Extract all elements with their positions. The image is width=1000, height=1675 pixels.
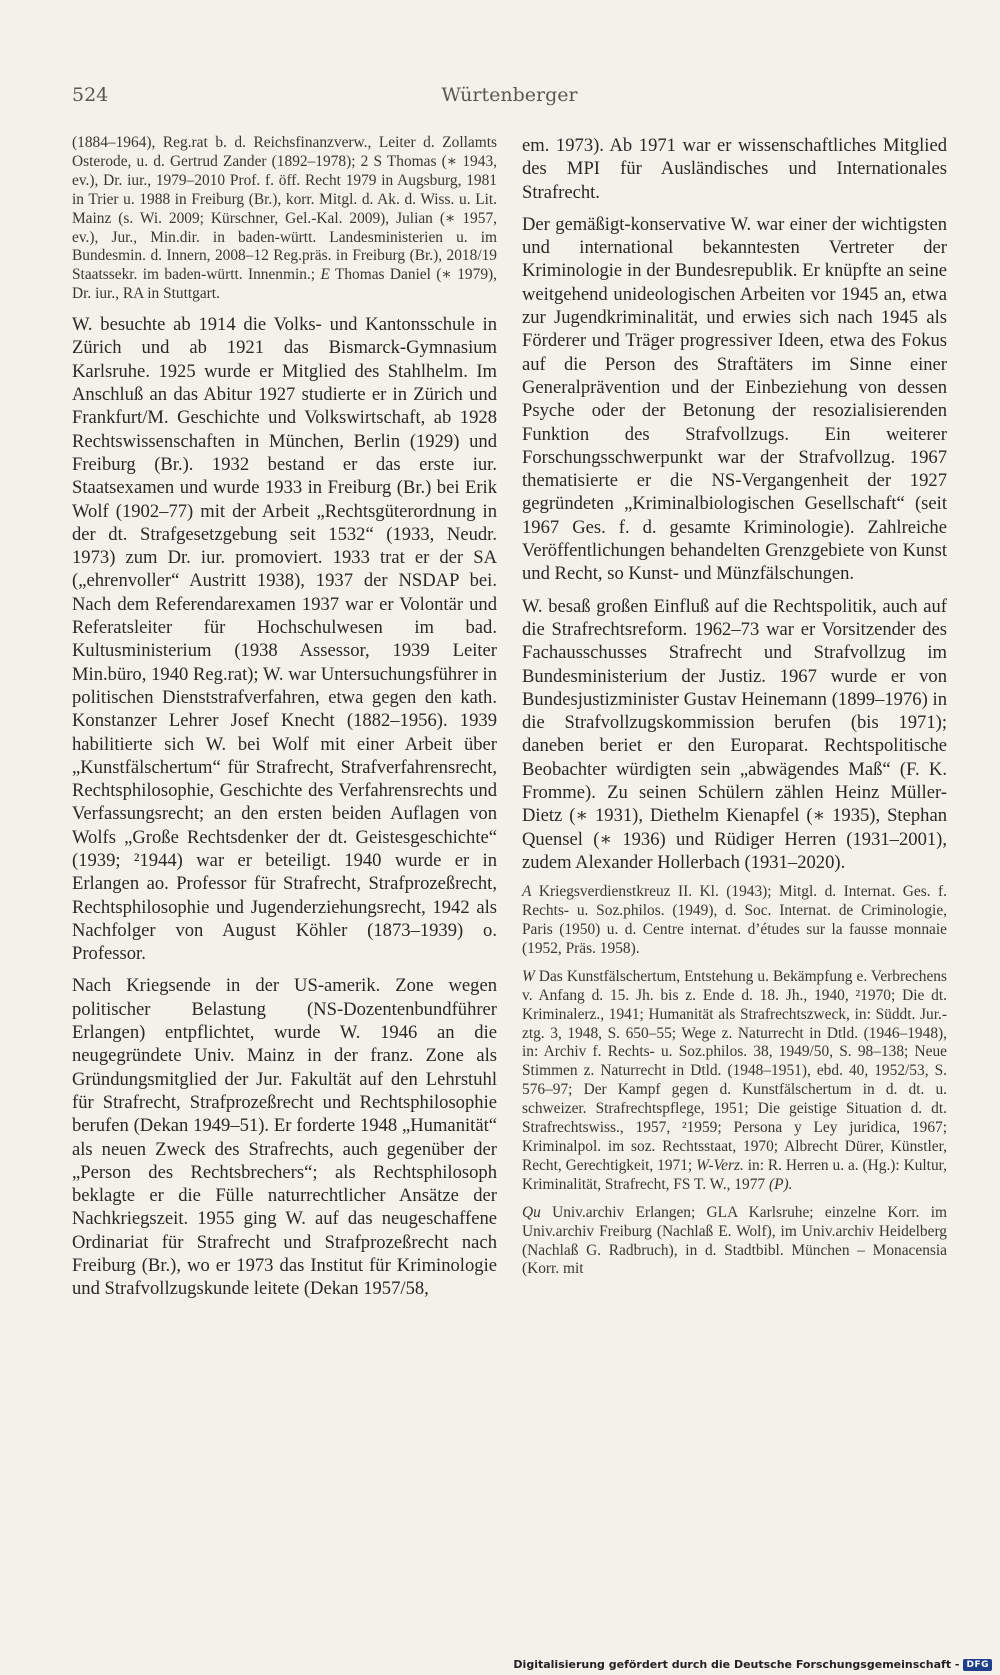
sources-block (522, 1204, 947, 1280)
bio-paragraph-2: Nach Kriegsende in der US-amerik. Zone wegen politischer Belastung (NS-Dozentenbundführer Erlangen) entpflichtet, wurde W. 1946 an die neugegründete Univ. Mainz in der franz. Zone als Gründungsmitglied der Jur. Fakultät auf den Lehrstuhl für Strafrecht, Strafprozeßrecht und Rechtsphilosophie berufen (Dekan 1949–51). Er forderte 1948 „Humanität“ als neuen Zweck des Strafrechts, auch gegenüber der „Person des Rechtsbrechers“; als Rechtsphilosoph beklagte er die Fülle naturrechtlicher Ansätze der Nachkriegszeit. 1955 ging W. auf das neugeschaffene Ordinariat für Strafrecht und Strafprozeßrecht nach Freiburg (Br.), wo er 1973 das Institut für Kriminologie und Strafvollzugskunde leitete (Dekan 1957/58, (72, 975, 497, 1300)
awards-label: A (522, 883, 532, 901)
enkel-text: Thomas Daniel (∗ 1979), Dr. iur., RA in Stuttgart. (72, 266, 497, 303)
bio-paragraph-2-continued: em. 1973). Ab 1971 war er wissenschaftliches Mitglied des MPI für Ausländisches und Internationales Strafrecht. (522, 135, 947, 203)
bio-paragraph-3: Der gemäßigt-konservative W. war einer der wichtigsten und international bekanntesten Vertreter der Kriminologie in der Bundesrepublik. Er knüpfte an seine weitgehend unideologischen Arbeiten vor 1945 an, etwa zur Jugendkriminalität, und erwies sich nach 1945 als Förderer und Träger progressiver Ideen, etwa des Fokus auf die Person des Straftäters im Sinne einer Generalprävention und der Einbeziehung von dessen Psyche oder der Betonung der resozialisierenden Funktion des Strafvollzugs. Ein weiterer Forschungsschwerpunkt war der Strafvollzug. 1967 thematisierte er die NS-Vergangenheit der 1927 gegründeten „Kriminalbiologischen Gesellschaft“ (seit 1967 Ges. f. d. gesamte Kriminologie). Zahlreiche Veröffentlichungen behandelten Grenzgebiete von Kunst und Recht, so Kunst- und Münzfälschungen. (522, 213, 947, 585)
dfg-logo-icon: DFG (963, 1659, 992, 1671)
page-number: 524 (72, 84, 109, 106)
family-tail: (1884–1964), Reg.rat b. d. Reichsfinanzverw., Leiter d. Zollamts Osterode, u. d. Gertrud Zander (1892–1978); 2 S Thomas (∗ 1943, ev.), Dr. iur., 1979–2010 Prof. f. öff. Recht 1979 in Augsburg, 1981 in Trier u. 1988 in Freiburg (Br.), korr. Mitgl. d. Ak. d. Wiss. u. Lit. Mainz (s. Wi. 2009; Kürschner, Gel.-Kal. 2009), Julian (∗ 1957, ev.), Jur., Min.dir. in baden-württ. Landesministerien u. im Bundesmin. d. Innern, 2008–12 Reg.präs. in Freiburg (Br.), 2018/19 Staatssekr. im baden-württ. Innenmin.; (72, 134, 497, 284)
works-verz-label: W-Verz. (696, 1156, 744, 1174)
family-block (72, 134, 497, 304)
enkel-label: E (320, 266, 330, 284)
bio-paragraph-1: W. besuchte ab 1914 die Volks- und Kantonsschule in Zürich und ab 1921 das Bismarck-Gymnasium Karlsruhe. 1925 wurde er Mitglied des Stahlhelm. Im Anschluß an das Abitur 1927 studierte er in Zürich und Frankfurt/M. Geschichte und Volkswirtschaft, ab 1928 Rechtswissenschaften in München, Berlin (1929) und Freiburg (Br.). 1932 bestand er das erste iur. Staatsexamen und wurde 1933 in Freiburg (Br.) bei Erik Wolf (1902–77) mit der Arbeit „Rechtsgüterordnung in der dt. Strafgesetzgebung seit 1532“ (1933, Neudr. 1973) zum Dr. iur. promoviert. 1933 trat er der SA („ehrenvoller“ Austritt 1938), 1937 der NSDAP bei. Nach dem Referendarexamen 1937 war er Volontär und Referatsleiter für Hochschulwesen im bad. Kultusministerium (1938 Assessor, 1939 Leiter Min.büro, 1940 Reg.rat); W. war Untersuchungsführer in politischen Dienststrafverfahren, etwa gegen den kath. Konstanzer Lehrer Josef Knecht (1882–1956). 1939 habilitierte sich W. bei Wolf mit einer Arbeit über „Kunstfälschertum“ für Strafrecht, Strafverfahrensrecht, Rechtsphilosophie, Geschichte des Verfahrensrechts und Verfassungsrecht; an den ersten beiden Auflagen von Wolfs „Große Rechtsdenker der dt. Geistesgeschichte“ (1939; ²1944) war er beteiligt. 1940 wurde er in Erlangen ao. Professor für Strafrecht, Strafprozeßrecht, Rechtsphilosophie und Jugenderziehungsrecht, 1942 als Nachfolger von August Köhler (1873–1939) o. Professor. (72, 314, 497, 965)
footer-text: Digitalisierung gefördert durch die Deutsche Forschungsgemeinschaft - (513, 1658, 960, 1671)
sources-text: Univ.archiv Erlangen; GLA Karlsruhe; einzelne Korr. im Univ.archiv Freiburg (Nachlaß E. Wolf), im Univ.archiv Heidelberg (Nachlaß G. Radbruch), in d. Stadtbibl. München – Monacensia (Korr. mit (522, 1203, 947, 1278)
works-label: W (522, 967, 535, 985)
works-verz-p: (P). (768, 1175, 793, 1193)
awards-text: Kriegsverdienstkreuz II. Kl. (1943); Mitgl. d. Internat. Ges. f. Rechts- u. Soz.philos. (1949), d. Soc. Internat. de Criminologie, Paris (1950) u. d. Centre internat. d’études sur la fausse monnaie (1952, Präs. 1958). (522, 883, 947, 957)
works-text: Das Kunstfälschertum, Entstehung u. Bekämpfung e. Verbrechens v. Anfang d. 15. Jh. bis z. Ende d. 18. Jh., 1940, ²1970; Die dt. Kriminalerz., 1941; Humanität als Strafrechtszweck, in: Süddt. Jur.-ztg. 3, 1948, S. 650–55; Wege z. Naturrecht in Dtld. (1946–1948), in: Archiv f. Rechts- u. Soz.philos. 38, 1949/50, S. 98–138; Neue Stimmen z. Naturrecht in Dtld. (1948–1951), ebd. 40, 1952/53, S. 576–97; Der Kampf gegen d. Kunstfälschertum in d. dt. u. schweizer. Strafrechtspflege, 1951; Die geistige Situation d. dt. Strafrechtswiss., 1957, ²1959; Persona y Ley juridica, 1967; Kriminalpol. im soz. Rechtsstaat, 1970; Albrecht Dürer, Künstler, Recht, Gerechtigkeit, 1971; (522, 967, 947, 1174)
sources-label: Qu (522, 1203, 541, 1221)
left-column (72, 134, 497, 1310)
awards-block (522, 883, 947, 959)
running-head: Würtenberger (441, 84, 578, 106)
works-block (522, 968, 947, 1195)
digitization-footer (513, 1658, 992, 1671)
works-verz-text: in: R. Herren u. a. (Hg.): Kultur, Kriminalität, Strafrecht, FS T. W., 1977 (522, 1156, 948, 1193)
bio-paragraph-4: W. besaß großen Einfluß auf die Rechtspolitik, auch auf die Strafrechtsreform. 1962–73 war er Vorsitzender des Fachausschusses Strafrecht und Strafvollzug im Bundesministerium der Justiz. 1967 wurde er von Bundesjustizminister Gustav Heinemann (1899–1976) in die Strafvollzugskommission berufen (bis 1971); daneben beriet er den Europarat. Rechtspolitische Beobachter würdigten sein „abwägendes Maß“ (F. K. Fromme). Zu seinen Schülern zählen Heinz Müller-Dietz (∗ 1931), Diethelm Kienapfel (∗ 1935), Stephan Quensel (∗ 1936) und Rüdiger Herren (1931–2001), zudem Alexander Hollerbach (1931–2020). (522, 595, 947, 873)
page-header (72, 84, 947, 114)
right-column (522, 134, 947, 1288)
